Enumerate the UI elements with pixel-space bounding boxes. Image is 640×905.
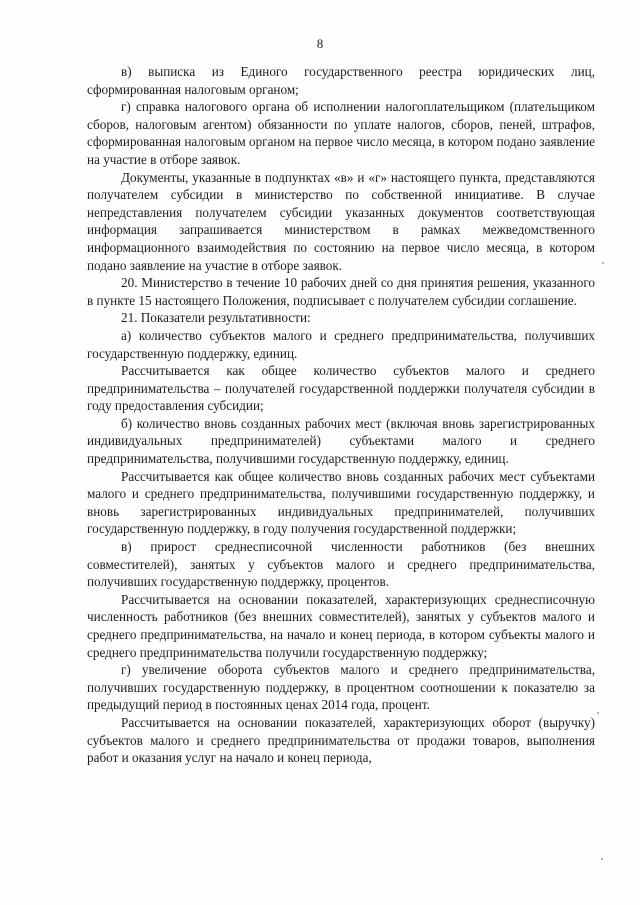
paragraph-item-20-agreement: 20. Министерство в течение 10 рабочих дней со дня принятия решения, указанного в пункте 15 настоящего Положения, подписывает с получателем субсидии соглашение. — [87, 275, 595, 308]
paragraph-indicator-g: г) увеличение оборота субъектов малого и среднего предпринимательства, получивших государственную поддержку, в процентном соотношении к показателю за предыдущий период в постоянных ценах 2014 года, процент. — [87, 662, 595, 713]
paragraph-indicator-b: б) количество вновь созданных рабочих мест (включая вновь зарегистрированных индивидуальных предпринимателей) субъектами малого и среднего предпринимательства, получившими государственную поддержку, единиц. — [87, 415, 595, 467]
paragraph-subitem-v-extract: в) выписка из Единого государственного реестра юридических лиц, сформированная налоговым органом; — [87, 64, 595, 97]
scan-speck — [601, 858, 603, 860]
paragraph-indicator-g-calculation: Рассчитывается на основании показателей, характеризующих оборот (выручку) субъектов малого и среднего предпринимательства от продажи товаров, выполнения работ и оказания услуг на начало и конец периода, — [87, 714, 595, 766]
scan-speck — [597, 712, 599, 714]
paragraph-documents-provision: Документы, указанные в подпунктах «в» и «г» настоящего пункта, представляются получателем субсидии в министерство по собственной инициативе. В случае непредставления получателем субсидии указанных документов соответствующая информация запрашивается министерством в рамках межведомственного информационного взаимодействия по состоянию на первое число месяца, в котором подано заявление на участие в отборе заявок. — [87, 169, 595, 273]
paragraph-indicator-v-calculation: Рассчитывается на основании показателей, характеризующих среднесписочную численность работников (без внешних совместителей), занятых у субъектов малого и среднего предпринимательства, на начало и конец периода, в котором субъекты малого и среднего предпринимательства получили государственную поддержку; — [87, 591, 595, 660]
paragraph-indicator-a-calculation: Рассчитывается как общее количество субъектов малого и среднего предпринимательства – получателей государственной поддержки получателя субсидии в году предоставления субсидии; — [87, 363, 595, 414]
paragraph-indicator-v: в) прирост среднесписочной численности работников (без внешних совместителей), занятых у субъектов малого и среднего предпринимательства, получивших государственную поддержку, процентов. — [87, 539, 595, 590]
page-number: 8 — [316, 36, 324, 51]
paragraph-indicator-a: а) количество субъектов малого и среднего предпринимательства, получивших государственную поддержку, единиц. — [87, 327, 595, 361]
document-body — [87, 63, 595, 767]
paragraph-indicator-b-calculation: Рассчитывается как общее количество вновь созданных рабочих мест субъектами малого и среднего предпринимательства, получившими государственную поддержку, и вновь зарегистрированных индивидуальных предпринимателей, получивших государственную поддержку, в году получения государственной поддержки; — [87, 468, 595, 537]
paragraph-subitem-g-tax-certificate: г) справка налогового органа об исполнении налогоплательщиком (плательщиком сборов, налоговым агентом) обязанности по уплате налогов, сборов, пеней, штрафов, сформированная налоговым органом на первое число месяца, в котором подано заявление на участие в отборе заявок. — [87, 99, 595, 167]
scan-speck — [602, 262, 604, 264]
paragraph-item-21-heading: 21. Показатели результативности: — [121, 310, 311, 326]
